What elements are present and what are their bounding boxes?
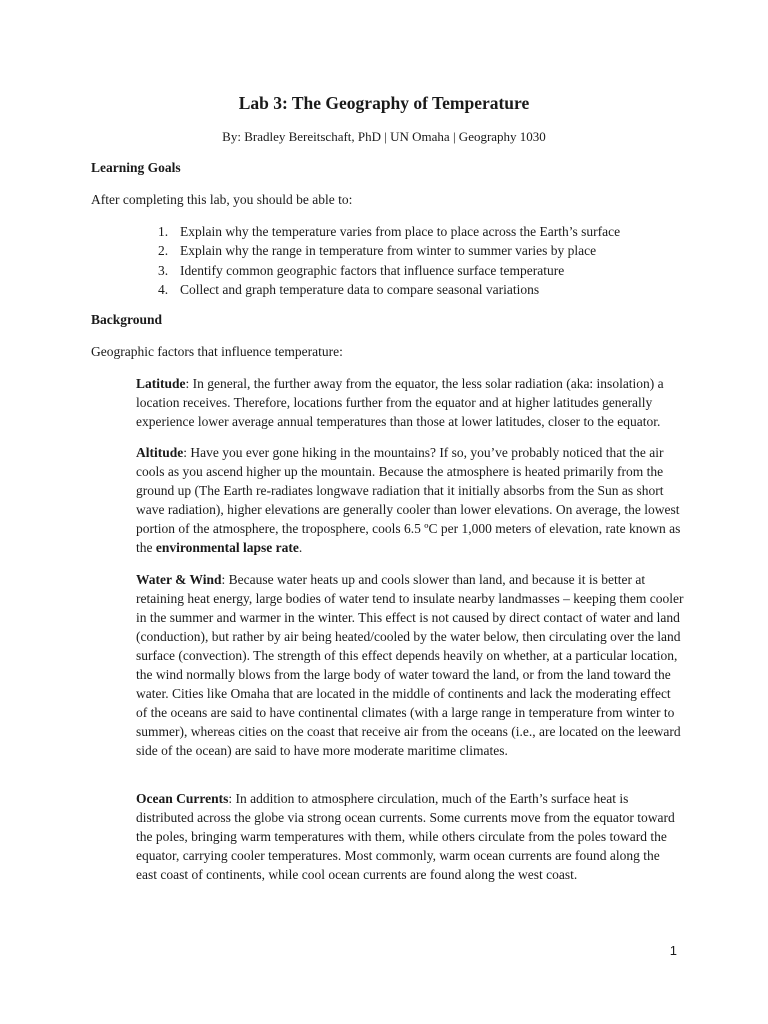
ocean-currents-text: : In addition to atmosphere circulation, much of the Earth’s surface heat is distributed across the globe via strong ocean currents. Some currents move from the equator toward the poles, bringing warm temperatures with them, while others circulate from the poles toward the equator, carrying cooler temperatures. Most commonly, warm ocean currents are found along the east coast of continents, while cool ocean currents are found along the west coast.: [136, 791, 675, 882]
ocean-currents-paragraph: [136, 789, 684, 884]
latitude-paragraph: [136, 374, 684, 431]
list-item-number: 1.: [158, 224, 169, 239]
list-item-text: Explain why the temperature varies from place to place across the Earth’s surface: [180, 224, 621, 239]
altitude-end: .: [298, 540, 303, 555]
list-item-number: 3.: [158, 262, 169, 278]
list-item-number: 2.: [158, 243, 169, 259]
lapse-rate-term: environmental lapse rate: [155, 540, 299, 555]
background-intro: Geographic factors that influence temperature:: [91, 344, 343, 359]
list-item: [158, 241, 620, 260]
list-item: [158, 261, 620, 280]
list-item-text: Identify common geographic factors that influence surface temperature: [180, 262, 565, 278]
latitude-term: Latitude: [136, 376, 186, 391]
list-item: [158, 222, 620, 241]
learning-goals-heading: Learning Goals: [91, 160, 181, 175]
water-wind-term: Water & Wind: [136, 572, 222, 587]
altitude-text: : Have you ever gone hiking in the mountains? If so, you’ve probably noticed that the air cools as you ascend higher up the mountain. Because the atmosphere is heated primarily from the ground up (The Earth re-radiates longwave radiation that it initially absorbs from the Sun as short wave radiation), higher elevations are generally cooler than lower elevations. On average, the lowest portion of the atmosphere, the troposphere, cools 6.5 ºC per 1,000 meters of elevation, rate known as the: [136, 445, 681, 555]
list-item-number: 4.: [158, 281, 169, 297]
ocean-currents-term: Ocean Currents: [136, 791, 229, 806]
water-wind-text: : Because water heats up and cools slower than land, and because it is better at retaining heat energy, large bodies of water tend to insulate nearby landmasses – keeping them cooler in the summer and warmer in the winter. This effect is not caused by direct contact of water and land (conduction), but rather by air being heated/cooled by the water below, then circulating over the land surface (convection). The strength of this effect depends heavily on whether, at a particular location, the wind normally blows from the large body of water toward the land, or from the land toward the water. Cities like Omaha that are located in the middle of continents and lack the moderating effect of the oceans are said to have continental climates (with a large range in temperature from winter to summer), whereas cities on the coast that receive air from the oceans (i.e., are located on the leeward side of the ocean) are said to have more moderate maritime climates.: [136, 572, 684, 758]
list-item-text: Collect and graph temperature data to compare seasonal variations: [180, 281, 540, 297]
water-wind-paragraph: [136, 570, 684, 760]
latitude-text: : In general, the further away from the equator, the less solar radiation (aka: insolation) a location receives. Therefore, locations further from the equator and at higher latitudes generally experience lower average annual temperatures than those at lower latitudes, closer to the equator.: [136, 376, 664, 429]
list-item: [158, 280, 620, 299]
learning-goals-intro: After completing this lab, you should be able to:: [91, 192, 353, 207]
altitude-term: Altitude: [136, 445, 184, 460]
author-byline: By: Bradley Bereitschaft, PhD | UN Omaha | Geography 1030: [222, 129, 546, 144]
learning-goals-list: [158, 222, 620, 299]
list-item-text: Explain why the range in temperature from winter to summer varies by place: [180, 243, 597, 259]
background-heading: Background: [91, 312, 163, 327]
page-title: Lab 3: The Geography of Temperature: [238, 93, 530, 113]
altitude-paragraph: [136, 443, 684, 557]
page-number: 1: [669, 943, 677, 958]
